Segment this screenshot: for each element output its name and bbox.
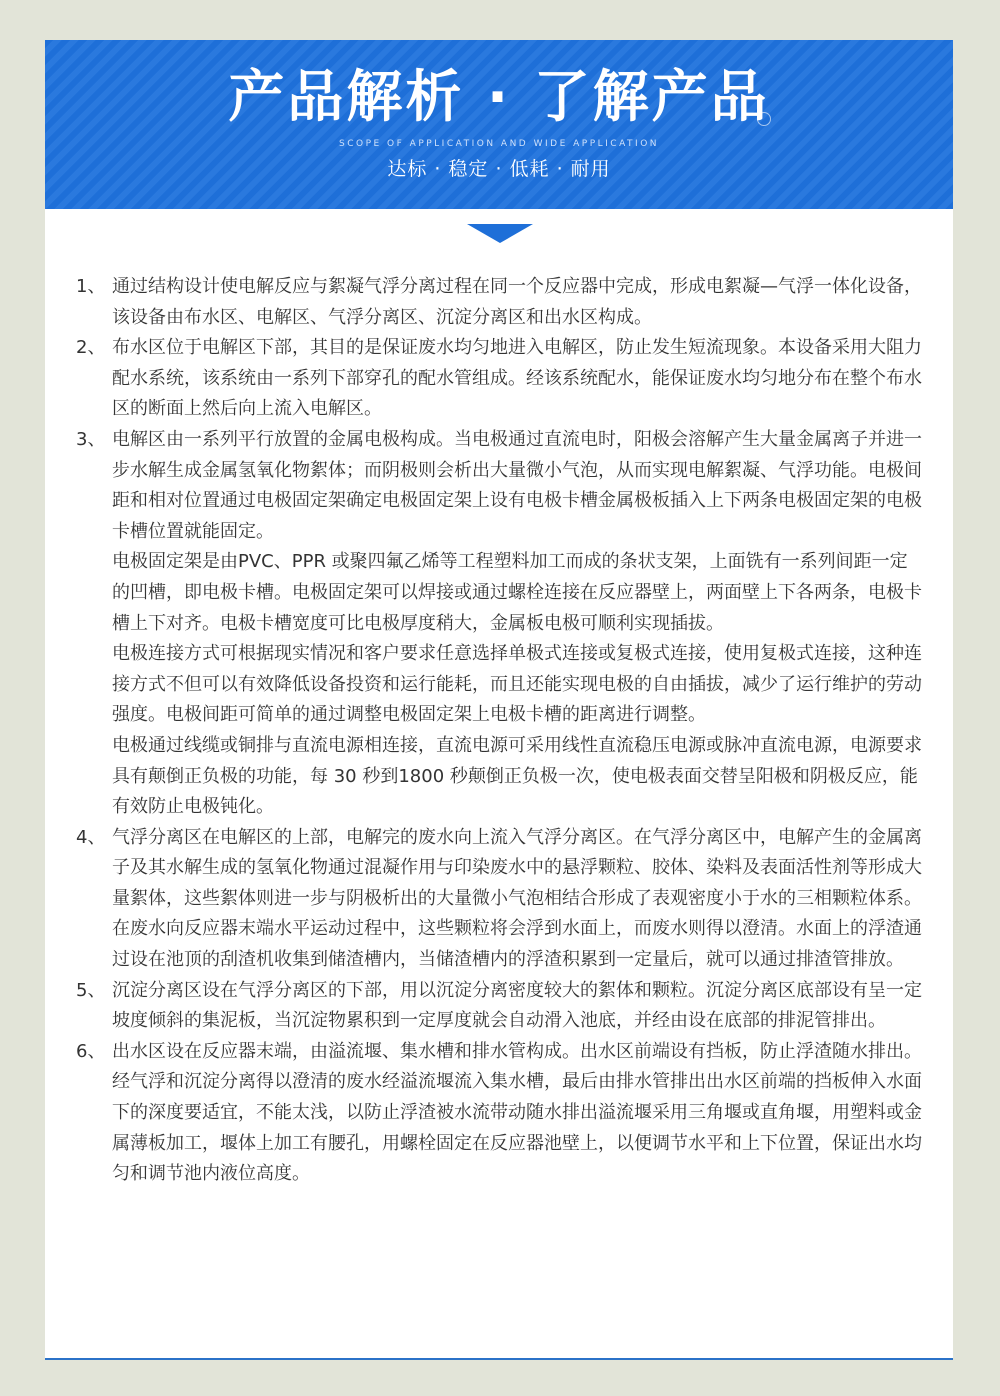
item-number: 5、: [76, 979, 106, 1001]
item-paragraph: 电极固定架是由PVC、PPR 或聚四氟乙烯等工程塑料加工而成的条状支架，上面铣有一系列间距一定的凹槽，即电极卡槽。电极固定架可以焊接或通过螺栓连接在反应器壁上，两面壁上下各两条，电极卡槽上下对齐。电极卡槽宽度可比电极厚度稍大，金属板电极可顺利实现插拔。: [112, 551, 922, 634]
item-number: 2、: [76, 337, 106, 359]
product-card: [45, 40, 953, 1360]
list-item: [76, 1037, 922, 1190]
list-item: [76, 425, 922, 547]
item-number: 4、: [76, 826, 106, 848]
header-banner: [45, 40, 953, 209]
item-number: 3、: [76, 428, 106, 450]
list-item: [76, 976, 922, 1037]
item-number: 1、: [76, 276, 106, 297]
item-text: 布水区位于电解区下部，其目的是保证废水均匀地进入电解区，防止发生短流现象。本设备采用大阻力配水系统，该系统由一系列下部穿孔的配水管组成。经该系统配水，能保证废水均匀地分布在整个布水区的断面上然后向上流入电解区。: [112, 337, 922, 420]
down-arrow-icon: [467, 224, 533, 243]
english-subtitle: SCOPE OF APPLICATION AND WIDE APPLICATION: [338, 139, 660, 149]
item-text: 通过结构设计使电解反应与絮凝气浮分离过程在同一个反应器中完成，形成电絮凝—气浮一体化设备，该设备由布水区、电解区、气浮分离区、沉淀分离区和出水区构成。: [112, 276, 922, 328]
page-title: 产品解析 · 了解产品: [228, 65, 770, 130]
item-text: 沉淀分离区设在气浮分离区的下部，用以沉淀分离密度较大的絮体和颗粒。沉淀分离区底部设有呈一定坡度倾斜的集泥板，当沉淀物累积到一定厚度就会自动滑入池底，并经由设在底部的排泥管排出。: [112, 979, 922, 1032]
registered-mark-icon: [757, 112, 771, 126]
item-paragraph: 电极通过线缆或铜排与直流电源相连接，直流电源可采用线性直流稳压电源或脉冲直流电源，电源要求具有颠倒正负极的功能，每 30 秒到1800 秒颠倒正负极一次，使电极表面交替呈阳极和阴极反应，能有效防止电极钝化。: [112, 734, 922, 818]
article-body: [76, 272, 922, 1190]
tagline: 达标 · 稳定 · 低耗 · 耐用: [387, 158, 611, 180]
item-number: 6、: [76, 1040, 106, 1062]
list-item: [76, 272, 922, 333]
item-paragraph: 电极连接方式可根据现实情况和客户要求任意选择单极式连接或复极式连接，使用复极式连接，这种连接方式不但可以有效降低设备投资和运行能耗，而且还能实现电极的自由插拔，减少了运行维护的劳动强度。电极间距可简单的通过调整电极固定架上电极卡槽的距离进行调整。: [112, 643, 922, 726]
item-text: 出水区设在反应器末端，由溢流堰、集水槽和排水管构成。出水区前端设有挡板，防止浮渣随水排出。经气浮和沉淀分离得以澄清的废水经溢流堰流入集水槽，最后由排水管排出出水区前端的挡板伸入水面下的深度要适宜，不能太浅，以防止浮渣被水流带动随水排出溢流堰采用三角堰或直角堰，用塑料或金属薄板加工，堰体上加工有腰孔，用螺栓固定在反应器池壁上，以便调节水平和上下位置，保证出水均匀和调节池内液位高度。: [112, 1040, 922, 1185]
list-item: [76, 823, 922, 976]
item-text: 电解区由一系列平行放置的金属电极构成。当电极通过直流电时，阳极会溶解产生大量金属离子并进一步水解生成金属氢氧化物絮体；而阴极则会析出大量微小气泡，从而实现电解絮凝、气浮功能。电极间距和相对位置通过电极固定架确定电极固定架上设有电极卡槽金属极板插入上下两条电极固定架的电极卡槽位置就能固定。: [112, 428, 922, 542]
item-text: 气浮分离区在电解区的上部，电解完的废水向上流入气浮分离区。在气浮分离区中，电解产生的金属离子及其水解生成的氢氧化物通过混凝作用与印染废水中的悬浮颗粒、胶体、染料及表面活性剂等形成大量絮体，这些絮体则进一步与阴极析出的大量微小气泡相结合形成了表观密度小于水的三相颗粒体系。在废水向反应器末端水平运动过程中，这些颗粒将会浮到水面上，而废水则得以澄清。水面上的浮渣通过设在池顶的刮渣机收集到储渣槽内，当储渣槽内的浮渣积累到一定量后，就可以通过排渣管排放。: [112, 826, 922, 971]
list-item: [76, 333, 922, 425]
